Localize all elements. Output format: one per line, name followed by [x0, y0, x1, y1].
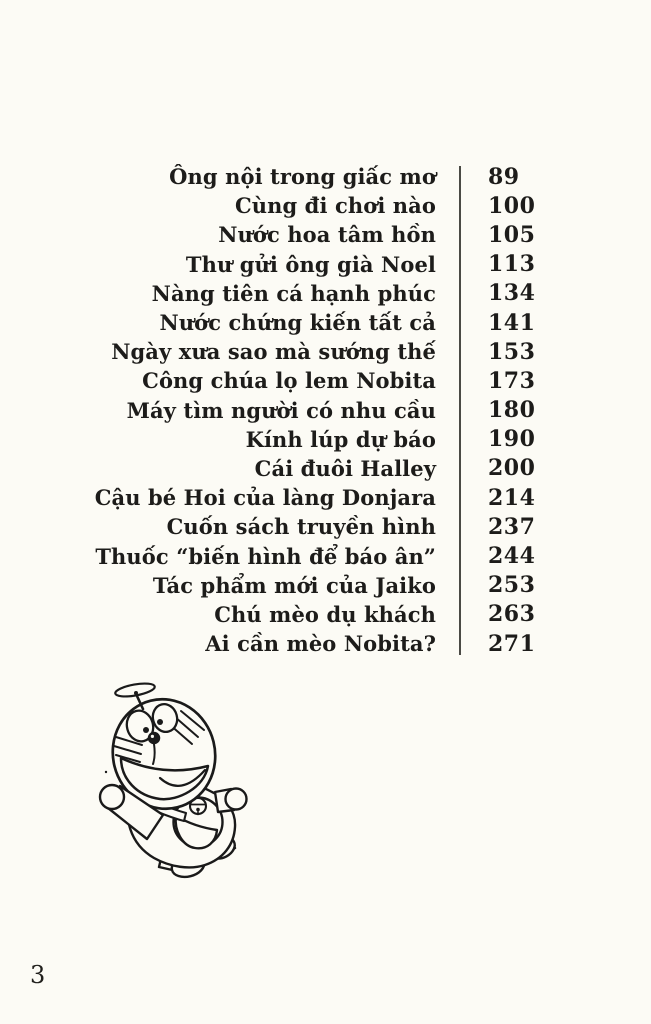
toc-divider-line — [459, 166, 461, 655]
toc-entry-page-number: 105 — [488, 221, 536, 248]
toc-entry-title: Kính lúp dự báo — [245, 426, 436, 452]
doraemon-illustration — [66, 666, 314, 906]
toc-entry-title: Thuốc “biến hình để báo ân” — [95, 543, 436, 569]
toc-row — [0, 366, 651, 395]
right-pupil — [157, 719, 163, 725]
toc-row — [0, 308, 651, 337]
toc-row — [0, 220, 651, 249]
toc-entry-page-number: 141 — [488, 309, 536, 336]
toc-entry-title: Công chúa lọ lem Nobita — [142, 368, 436, 394]
folio-page-number: 3 — [30, 961, 46, 989]
toc-row — [0, 571, 651, 600]
toc-entry-page-number: 271 — [488, 630, 536, 657]
toc-row — [0, 541, 651, 570]
left-pupil — [143, 727, 149, 733]
left-fist — [100, 785, 124, 809]
toc-entry-title: Nàng tiên cá hạnh phúc — [151, 280, 436, 306]
toc-entry-title: Ông nội trong giấc mơ — [169, 164, 436, 190]
toc-entry-page-number: 153 — [488, 338, 536, 365]
toc-entry-page-number: 253 — [488, 572, 536, 599]
toc-entry-page-number: 190 — [488, 426, 536, 453]
toc-row — [0, 396, 651, 425]
copter-blade — [114, 681, 155, 699]
toc-list — [0, 162, 651, 658]
toc-entry-title: Ai cần mèo Nobita? — [205, 631, 436, 657]
toc-entry-page-number: 180 — [488, 397, 536, 424]
toc-row — [0, 162, 651, 191]
toc-entry-title: Chú mèo dụ khách — [214, 601, 436, 627]
toc-entry-title: Thư gửi ông già Noel — [185, 251, 436, 277]
nose — [149, 733, 160, 744]
toc-entry-page-number: 244 — [488, 543, 536, 570]
toc-entry-page-number: 214 — [488, 484, 536, 511]
toc-entry-title: Cùng đi chơi nào — [234, 193, 436, 219]
toc-row — [0, 279, 651, 308]
doraemon-flying-icon — [66, 666, 314, 906]
toc-entry-title: Ngày xưa sao mà sướng thế — [111, 339, 436, 365]
toc-row — [0, 600, 651, 629]
toc-entry-page-number: 173 — [488, 367, 536, 394]
toc-row — [0, 629, 651, 658]
toc-entry-title: Cuốn sách truyền hình — [166, 514, 436, 540]
toc-entry-title: Nước hoa tâm hồn — [218, 222, 436, 248]
toc-row — [0, 483, 651, 512]
ink-speck — [105, 771, 107, 773]
toc-entry-title: Cái đuôi Halley — [254, 455, 436, 481]
toc-entry-page-number: 89 — [488, 163, 520, 190]
toc-entry-page-number: 200 — [488, 455, 536, 482]
toc-row — [0, 425, 651, 454]
toc-row — [0, 191, 651, 220]
toc-entry-page-number: 134 — [488, 280, 536, 307]
toc-entry-page-number: 263 — [488, 601, 536, 628]
copter-hub — [134, 691, 138, 695]
right-fist — [226, 789, 247, 810]
toc-entry-title: Cậu bé Hoi của làng Donjara — [94, 485, 436, 511]
toc-row — [0, 512, 651, 541]
toc-row — [0, 337, 651, 366]
toc-entry-title: Tác phẩm mới của Jaiko — [152, 572, 436, 598]
toc-row — [0, 250, 651, 279]
toc-entry-page-number: 100 — [488, 192, 536, 219]
toc-entry-page-number: 237 — [488, 513, 536, 540]
toc-entry-title: Nước chứng kiến tất cả — [159, 310, 436, 336]
toc-row — [0, 454, 651, 483]
toc-entry-page-number: 113 — [488, 251, 536, 278]
toc-entry-title: Máy tìm người có nhu cầu — [126, 397, 436, 423]
